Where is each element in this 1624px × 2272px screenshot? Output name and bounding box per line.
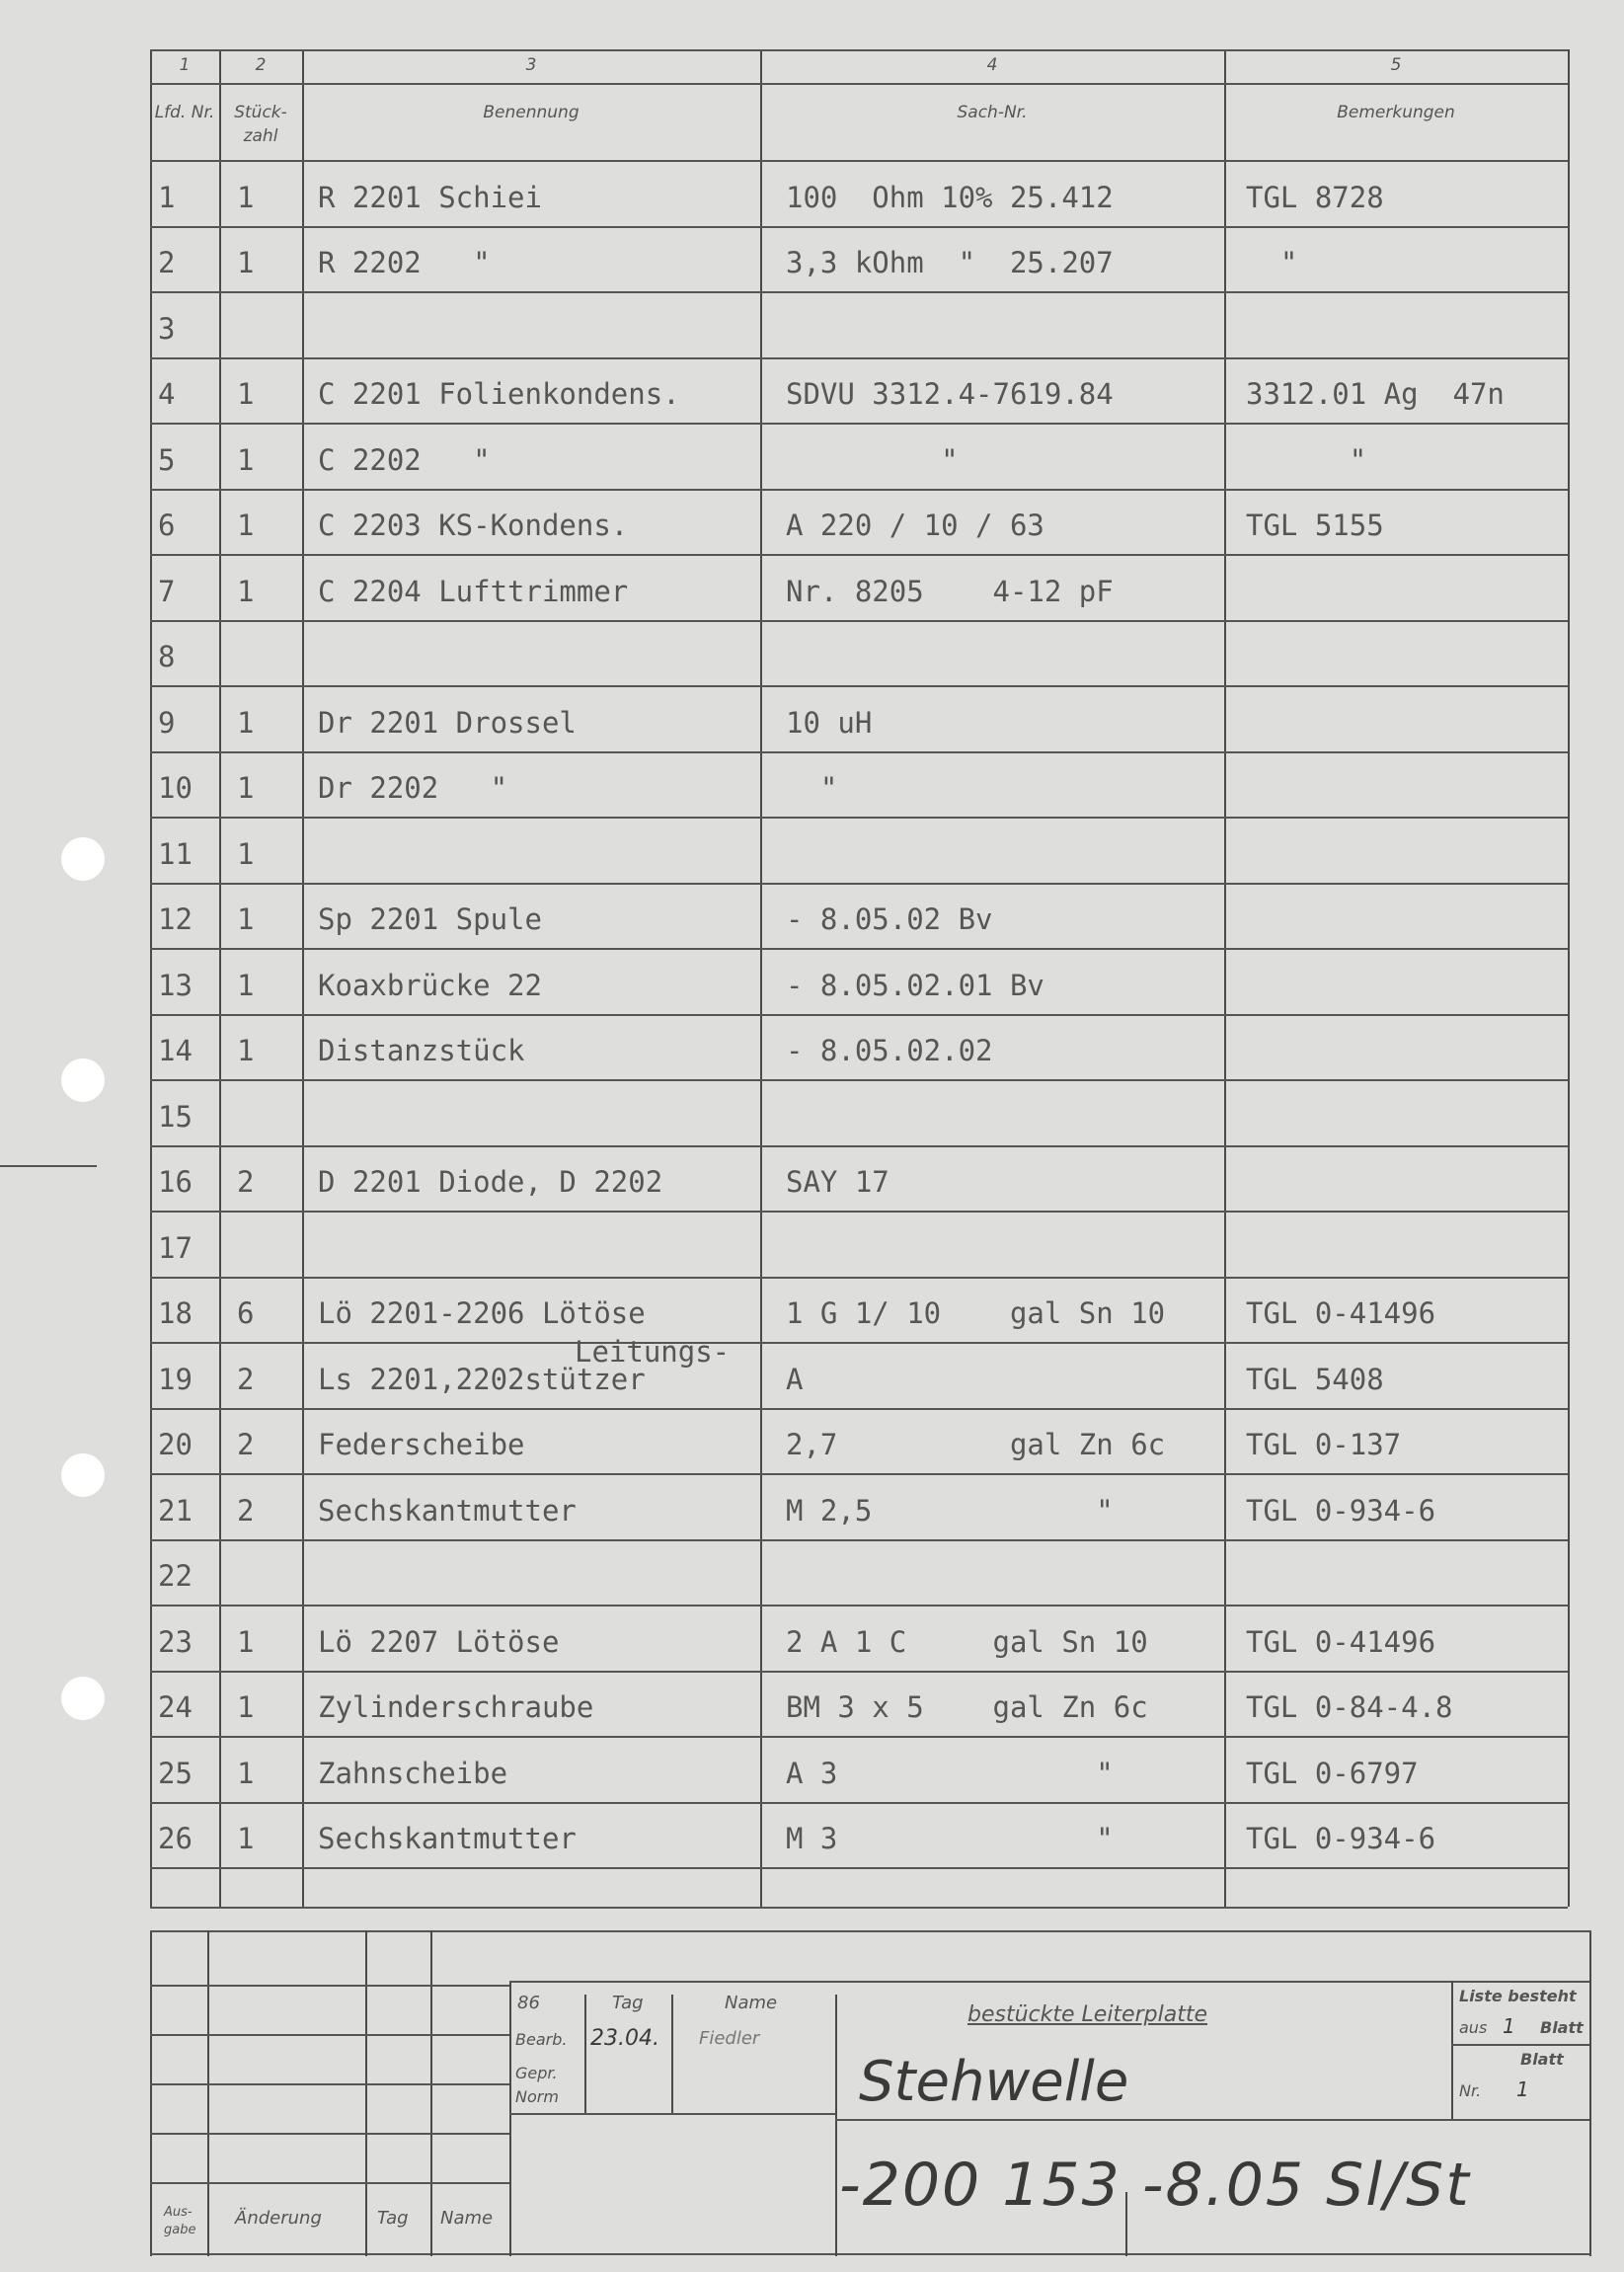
title-block-line <box>150 1930 152 2256</box>
cell-name: C 2204 Lufttrimmer <box>318 574 629 608</box>
cell-qty: 1 <box>237 377 255 411</box>
cell-sach: " <box>786 771 838 805</box>
cell-qty: 1 <box>237 246 255 279</box>
cell-rem: " <box>1246 246 1298 279</box>
cell-qty: 1 <box>237 705 255 740</box>
cell-rem: TGL 0-41496 <box>1246 1296 1436 1330</box>
row-line <box>150 1736 1568 1738</box>
title-block-line <box>150 2034 509 2036</box>
cell-qty: 1 <box>237 442 255 477</box>
subtitle: bestückte Leiterplatte <box>967 2002 1207 2027</box>
column-number: 2 <box>255 55 267 75</box>
header-line <box>150 83 1568 85</box>
row-line <box>150 1014 1568 1016</box>
row-line <box>150 291 1568 293</box>
cell-sach: 10 uH <box>786 705 873 740</box>
column-header: Lfd. Nr. <box>154 103 215 122</box>
fold-mark <box>0 1165 97 1167</box>
row-line <box>150 423 1568 425</box>
cell-rem: TGL 0-934-6 <box>1246 1493 1436 1528</box>
cell-nr: 2 <box>158 246 176 279</box>
column-number: 4 <box>986 55 998 75</box>
cell-name: Zylinderschraube <box>318 1690 594 1724</box>
cell-name: R 2201 Schiei <box>318 180 542 214</box>
cell-name: C 2201 Folienkondens. <box>318 377 680 411</box>
cell-name: Lö 2201-2206 Lötöse <box>318 1296 646 1330</box>
cell-name: R 2202 " <box>318 246 491 279</box>
cell-nr: 6 <box>158 509 176 542</box>
cell-name: Sechskantmutter <box>318 1822 577 1855</box>
row-line <box>150 948 1568 950</box>
title-block-line <box>1451 1981 1453 2119</box>
cell-nr: 17 <box>158 1230 193 1265</box>
punch-hole <box>61 1677 105 1720</box>
norm-label: Norm <box>515 2087 559 2106</box>
cell-nr: 16 <box>158 1165 193 1199</box>
column-header: Sach-Nr. <box>957 103 1028 122</box>
cell-nr: 10 <box>158 771 193 805</box>
column-line <box>1568 49 1570 1907</box>
nr-value: 1 <box>1516 2077 1529 2101</box>
cell-sach: BM 3 x 5 gal Zn 6c <box>786 1690 1148 1724</box>
cell-qty: 1 <box>237 180 255 214</box>
cell-sach: 1 G 1/ 10 gal Sn 10 <box>786 1296 1166 1330</box>
aus-value: 1 <box>1503 2014 1515 2038</box>
row-line <box>150 1473 1568 1475</box>
title-block-line <box>150 2083 509 2085</box>
cell-sach: SDVU 3312.4-7619.84 <box>786 377 1114 411</box>
cell-qty: 6 <box>237 1296 255 1330</box>
title-block-line <box>509 2113 835 2115</box>
column-header: Stück- zahl <box>234 103 287 146</box>
name-label: Name <box>725 1993 778 2013</box>
cell-nr: 9 <box>158 705 176 740</box>
row-line <box>150 685 1568 687</box>
cell-name: Federscheibe <box>318 1428 525 1461</box>
cell-nr: 7 <box>158 574 176 608</box>
column-line <box>150 49 152 1907</box>
cell-nr: 1 <box>158 180 176 214</box>
cell-sach: 2 A 1 C gal Sn 10 <box>786 1624 1148 1659</box>
aus-label: aus <box>1459 2018 1488 2037</box>
row-line <box>150 1867 1568 1869</box>
cell-nr: 8 <box>158 640 176 673</box>
bearb-name: Fiedler <box>699 2028 760 2049</box>
cell-qty: 2 <box>237 1362 255 1396</box>
column-number: 3 <box>525 55 537 75</box>
cell-sach: A <box>786 1362 804 1396</box>
cell-nr: 5 <box>158 442 176 477</box>
row-line <box>150 1342 1568 1344</box>
cell-qty: 2 <box>237 1165 255 1199</box>
cell-sach: 3,3 kOhm " 25.207 <box>786 246 1114 279</box>
cell-nr: 22 <box>158 1559 193 1593</box>
title-block-line <box>1451 2044 1589 2046</box>
column-line <box>1224 49 1226 1907</box>
cell-sach: Nr. 8205 4-12 pF <box>786 574 1114 608</box>
cell-sach: A 220 / 10 / 63 <box>786 509 1044 542</box>
cell-sach: " <box>786 442 959 477</box>
title-block-line <box>584 1995 586 2113</box>
name2-label: Name <box>440 2208 494 2229</box>
punch-hole <box>61 1058 105 1102</box>
cell-nr: 12 <box>158 902 193 936</box>
cell-rem: TGL 0-137 <box>1246 1428 1402 1461</box>
cell-sach: - 8.05.02 Bv <box>786 902 993 936</box>
cell-sach: 2,7 gal Zn 6c <box>786 1428 1166 1461</box>
column-line <box>302 49 304 1907</box>
cell-nr: 23 <box>158 1624 193 1659</box>
cell-sach: M 2,5 " <box>786 1493 1114 1528</box>
cell-rem: " <box>1246 442 1367 477</box>
row-line <box>150 1671 1568 1673</box>
column-line <box>219 49 221 1907</box>
row-line <box>150 1539 1568 1541</box>
aenderung-label: Änderung <box>235 2208 322 2229</box>
row-line <box>150 883 1568 885</box>
header-line <box>150 160 1568 162</box>
cell-nr: 24 <box>158 1690 193 1724</box>
title-block-line <box>150 1985 509 1987</box>
title-block-line <box>671 1995 673 2113</box>
cell-qty: 1 <box>237 509 255 542</box>
cell-sach: - 8.05.02.01 Bv <box>786 968 1044 1002</box>
title-block-line <box>1589 1930 1591 2256</box>
cell-name: Sechskantmutter <box>318 1493 577 1528</box>
blatt2-label: Blatt <box>1520 2050 1564 2069</box>
cell-sach: A 3 " <box>786 1756 1114 1790</box>
cell-rem: TGL 0-6797 <box>1246 1756 1419 1790</box>
tag-label: Tag <box>612 1993 644 2013</box>
cell-name: Distanzstück <box>318 1034 525 1067</box>
document-title: Stehwelle <box>859 2050 1129 2114</box>
cell-qty: 1 <box>237 902 255 936</box>
row-line <box>150 554 1568 556</box>
liste-label: Liste besteht <box>1459 1987 1577 2005</box>
cell-qty: 1 <box>237 1624 255 1659</box>
cell-name: C 2203 KS-Kondens. <box>318 509 629 542</box>
column-line <box>760 49 762 1907</box>
header-line <box>150 49 1568 51</box>
year: 86 <box>517 1993 540 2013</box>
cell-qty: 1 <box>237 574 255 608</box>
cell-name: Zahnscheibe <box>318 1756 508 1790</box>
cell-rem: TGL 5155 <box>1246 509 1384 542</box>
cell-name: C 2202 " <box>318 442 491 477</box>
cell-rem: 3312.01 Ag 47n <box>1246 377 1505 411</box>
blatt-label: Blatt <box>1540 2018 1584 2037</box>
cell-sach: - 8.05.02.02 <box>786 1034 993 1067</box>
cell-qty: 1 <box>237 1034 255 1067</box>
cell-nr: 14 <box>158 1034 193 1067</box>
row-line <box>150 1211 1568 1213</box>
punch-hole <box>61 1453 105 1497</box>
row-line <box>150 751 1568 753</box>
cell-rem: TGL 0-84-4.8 <box>1246 1690 1453 1724</box>
row-line <box>150 1408 1568 1410</box>
column-header: Bemerkungen <box>1337 103 1455 122</box>
tag2-label: Tag <box>377 2208 409 2229</box>
row-line <box>150 489 1568 491</box>
punch-hole <box>61 837 105 881</box>
cell-rem: TGL 5408 <box>1246 1362 1384 1396</box>
cell-name: Dr 2202 " <box>318 771 508 805</box>
cell-qty: 1 <box>237 771 255 805</box>
cell-qty: 2 <box>237 1493 255 1528</box>
table-bottom <box>150 1907 1568 1909</box>
cell-name: Koaxbrücke 22 <box>318 968 542 1002</box>
row-line <box>150 1277 1568 1279</box>
cell-sach: M 3 " <box>786 1822 1114 1855</box>
gepr-label: Gepr. <box>515 2064 558 2082</box>
row-line <box>150 817 1568 819</box>
cell-qty: 1 <box>237 836 255 871</box>
column-number: 1 <box>179 55 191 75</box>
title-block-line <box>430 1930 432 2256</box>
title-block-line <box>835 2119 1589 2121</box>
cell-name: D 2201 Diode, D 2202 <box>318 1165 663 1199</box>
cell-nr: 19 <box>158 1362 193 1396</box>
cell-nr: 11 <box>158 836 193 871</box>
cell-nr: 3 <box>158 311 176 346</box>
cell-name: Dr 2201 Drossel <box>318 705 577 740</box>
title-block-line <box>150 2133 509 2135</box>
column-number: 5 <box>1390 55 1402 75</box>
title-block-line <box>150 2182 509 2184</box>
cell-qty: 2 <box>237 1428 255 1461</box>
cell-nr: 13 <box>158 968 193 1002</box>
bearb-label: Bearb. <box>515 2030 568 2049</box>
cell-qty: 1 <box>237 1690 255 1724</box>
cell-qty: 1 <box>237 1756 255 1790</box>
cell-rem: TGL 8728 <box>1246 180 1384 214</box>
row-line <box>150 620 1568 622</box>
title-block-line <box>365 1930 367 2256</box>
row-line <box>150 1802 1568 1804</box>
cell-nr: 4 <box>158 377 176 411</box>
cell-name: Sp 2201 Spule <box>318 902 542 936</box>
cell-sach: 100 Ohm 10% 25.412 <box>786 180 1114 214</box>
cell-nr: 25 <box>158 1756 193 1790</box>
cell-name: Lö 2207 Lötöse <box>318 1624 560 1659</box>
cell-qty: 1 <box>237 968 255 1002</box>
cell-nr: 15 <box>158 1099 193 1134</box>
column-header: Benennung <box>483 103 580 122</box>
cell-nr: 21 <box>158 1493 193 1528</box>
nr-label: Nr. <box>1459 2081 1482 2100</box>
title-block-line <box>509 1981 1589 1983</box>
bearb-date: 23.04. <box>590 2026 659 2051</box>
cell-rem: TGL 0-41496 <box>1246 1624 1436 1659</box>
row-line <box>150 1079 1568 1081</box>
cell-qty: 1 <box>237 1822 255 1855</box>
row-line <box>150 357 1568 359</box>
drawing-number: -200 153 -8.05 Sl/St <box>839 2151 1471 2220</box>
row-line <box>150 1605 1568 1606</box>
row-line <box>150 1145 1568 1147</box>
cell-rem: TGL 0-934-6 <box>1246 1822 1436 1855</box>
cell-name-top: Leitungs- <box>575 1334 731 1369</box>
title-block-line <box>835 1995 837 2256</box>
cell-nr: 26 <box>158 1822 193 1855</box>
title-block-line <box>207 1930 209 2256</box>
cell-name: Ls 2201,2202stützer <box>318 1362 646 1396</box>
cell-nr: 18 <box>158 1296 193 1330</box>
cell-nr: 20 <box>158 1428 193 1461</box>
ausgabe-label: Aus- gabe <box>164 2205 196 2237</box>
title-block-line <box>509 1981 511 2256</box>
cell-sach: SAY 17 <box>786 1165 889 1199</box>
row-line <box>150 226 1568 228</box>
